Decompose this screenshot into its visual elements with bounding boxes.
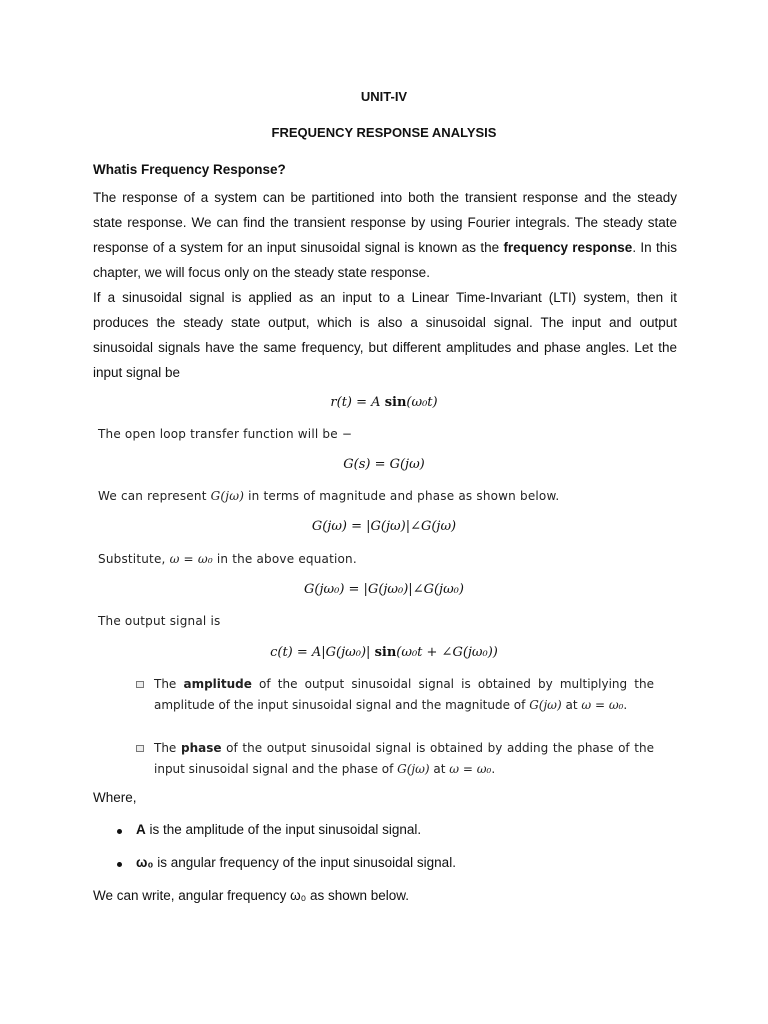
paragraph-1: The response of a system can be partitioned into both the transient response and the steady state response. We can find the transient response by using Fourier integrals. The steady state response of a system for an input sinusoidal signal is known as the frequency response. In this chapter, we will focus only on the steady state response. [93, 190, 677, 280]
square-bullet-icon [136, 745, 144, 752]
square-bullet-icon [136, 681, 144, 688]
bullet-amplitude: A is the amplitude of the input sinusoidal signal. [136, 822, 422, 837]
amplitude-note: The amplitude of the output sinusoidal signal is obtained by multiplying the amplitude of the input sinusoidal signal and the magnitude of G(jω) at ω = ω₀. [154, 677, 654, 712]
unit-label: UNIT-IV [360, 89, 408, 104]
equation-substituted: G(jω₀) = |G(jω₀)|∠G(jω₀) [304, 582, 464, 597]
note-output-signal: The output signal is [98, 614, 221, 628]
section-heading: Whatis Frequency Response? [93, 162, 286, 177]
equation-transfer: G(s) = G(jω) [343, 457, 425, 472]
bullet-dot-icon [117, 862, 122, 867]
bullet-angular-frequency: ω₀ is angular frequency of the input sinusoidal signal. [136, 855, 456, 870]
closing-line: We can write, angular frequency ω₀ as shown below. [93, 888, 410, 903]
where-label: Where, [93, 790, 137, 805]
equation-output: c(t) = A|G(jω₀)| sin(ω₀t + ∠G(jω₀)) [270, 645, 498, 660]
paragraph-2: If a sinusoidal signal is applied as an input to a Linear Time-Invariant (LTI) system, then it produces the steady state output, which is also a sinusoidal signal. The input and output sinusoidal signals have the same frequency, but different amplitudes and phase angles. Let the input signal be [93, 290, 677, 380]
equation-input-signal: r(t) = A sin(ω₀t) [330, 395, 438, 410]
note-substitute: Substitute, ω = ω₀ in the above equation. [98, 552, 357, 566]
chapter-title: FREQUENCY RESPONSE ANALYSIS [271, 125, 497, 140]
bullet-dot-icon [117, 829, 122, 834]
equation-magnitude-phase: G(jω) = |G(jω)|∠G(jω) [311, 519, 457, 534]
phase-note: The phase of the output sinusoidal signal is obtained by adding the phase of the input sinusoidal signal and the phase of G(jω) at ω = ω₀. [154, 741, 654, 776]
note-represent: We can represent G(jω) in terms of magnitude and phase as shown below. [98, 489, 560, 503]
note-transfer-function: The open loop transfer function will be − [98, 427, 353, 441]
